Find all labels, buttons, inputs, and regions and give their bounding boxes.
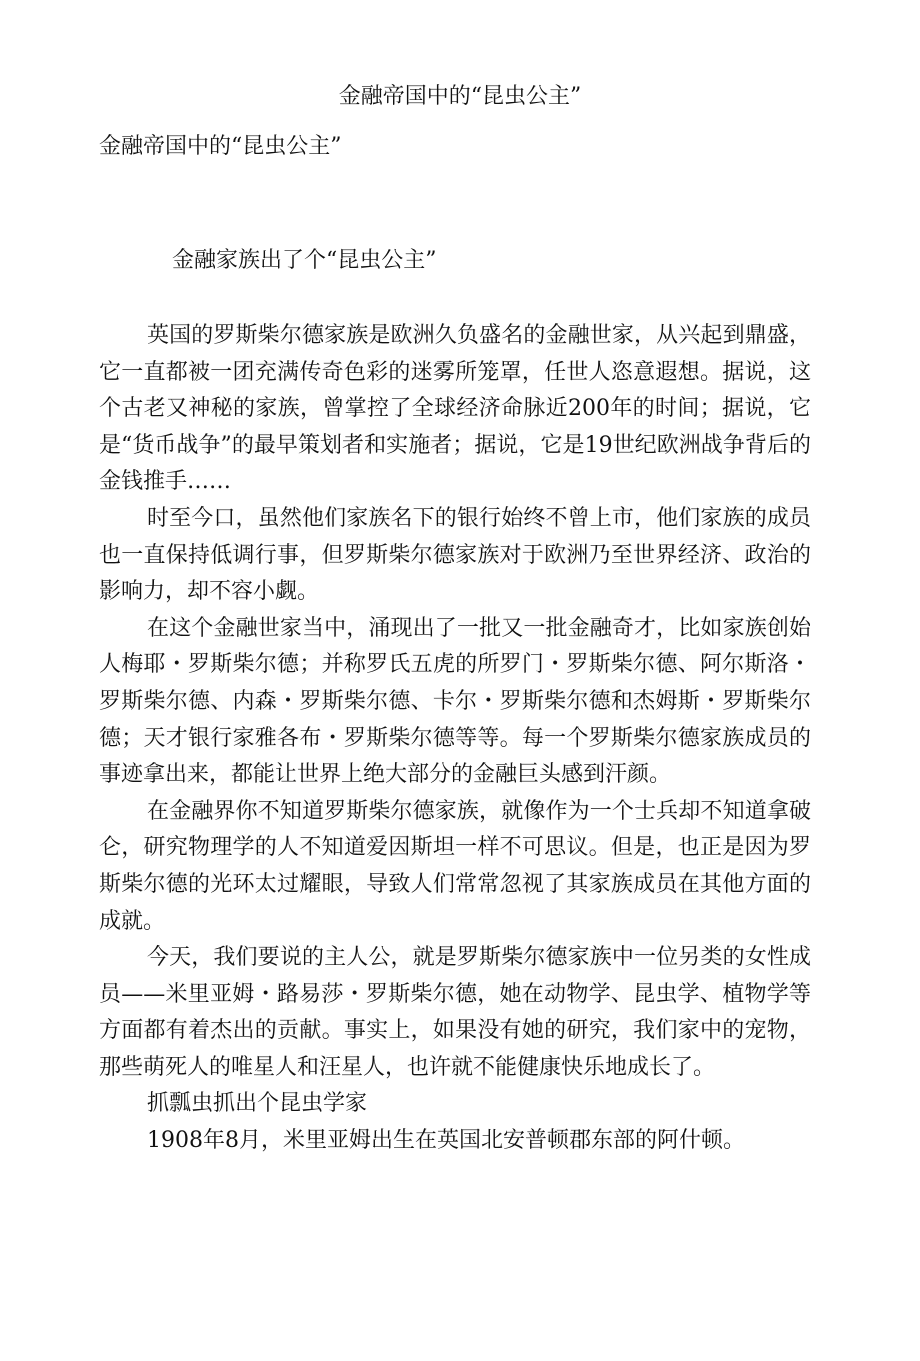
document-title: 金融帝国中的“昆虫公主” — [338, 84, 582, 109]
document-subtitle: 金融帝国中的“昆虫公主” — [99, 134, 342, 159]
body-text — [99, 318, 811, 1160]
paragraph: 时至今口，虽然他们家族名下的银行始终不曾上市，他们家族的成员也一直保持低调行事，但罗斯柴尔德家族对于欧洲乃至世界经济、政治的影响力，却不容小觑。 — [99, 505, 811, 605]
section-heading: 金融家族出了个“昆虫公主” — [172, 248, 437, 273]
paragraph: 在这个金融世家当中，涌现出了一批又一批金融奇才，比如家族创始人梅耶・罗斯柴尔德；并称罗氏五虎的所罗门・罗斯柴尔德、阿尔斯洛・罗斯柴尔德、内森・罗斯柴尔德、卡尔・罗斯柴尔德和杰姆斯・罗斯柴尔德；天才银行家雅各布・罗斯柴尔德等等。每一个罗斯柴尔德家族成员的事迹拿出来，都能让世界上绝大部分的金融巨头感到汗颜。 — [99, 615, 811, 788]
paragraph: 英国的罗斯柴尔德家族是欧洲久负盛名的金融世家，从兴起到鼎盛，它一直都被一团充满传奇色彩的迷雾所笼罩，任世人恣意遐想。据说，这个古老又神秘的家族，曾掌控了全球经济命脉近200年的时间；据说，它是“货币战争”的最早策划者和实施者；据说，它是19世纪欧洲战争背后的金钱推手…… — [99, 323, 811, 495]
subsection-heading: 抓瓢虫抓出个昆虫学家 — [147, 1091, 368, 1117]
paragraph: 1908年8月，米里亚姆出生在英国北安普顿郡东部的阿什顿。 — [147, 1128, 745, 1154]
paragraph: 在金融界你不知道罗斯柴尔德家族，就像作为一个士兵却不知道拿破仑，研究物理学的人不知道爱因斯坦一样不可思议。但是，也正是因为罗斯柴尔德的光环太过耀眼，导致人们常常忽视了其家族成员在其他方面的成就。 — [99, 798, 811, 934]
paragraph: 今天，我们要说的主人公，就是罗斯柴尔德家族中一位另类的女性成员——米里亚姆・路易莎・罗斯柴尔德，她在动物学、昆虫学、植物学等方面都有着杰出的贡献。事实上，如果没有她的研究，我们家中的宠物，那些萌死人的唯星人和汪星人，也许就不能健康快乐地成长了。 — [99, 945, 811, 1080]
